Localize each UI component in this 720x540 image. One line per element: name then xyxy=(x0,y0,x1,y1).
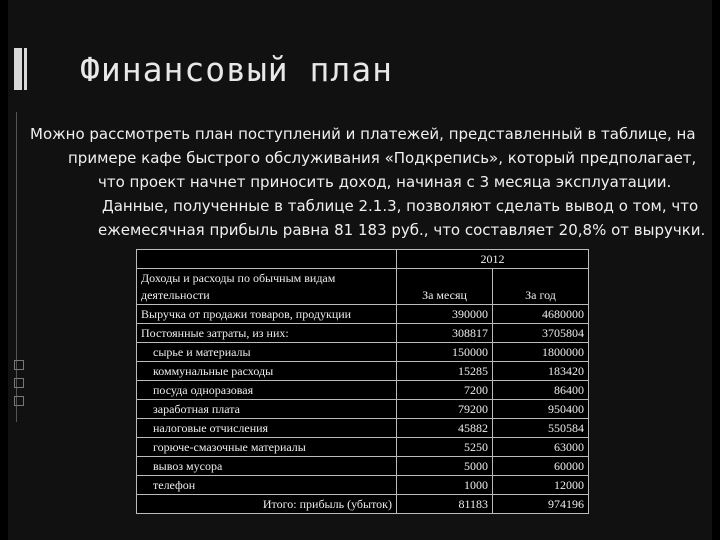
total-label: Итого: прибыль (убыток) xyxy=(137,495,397,514)
table-row xyxy=(137,400,589,419)
decor-square xyxy=(14,378,24,388)
year-value: 550584 xyxy=(493,419,589,438)
month-value: 308817 xyxy=(397,324,493,343)
table-row xyxy=(137,457,589,476)
row-label: коммунальные расходы xyxy=(137,362,397,381)
month-column-header: За месяц xyxy=(397,269,493,305)
total-month-value: 81183 xyxy=(397,495,493,514)
table-row xyxy=(137,250,589,269)
decor-square xyxy=(14,396,24,406)
table-row xyxy=(137,324,589,343)
table-row xyxy=(137,362,589,381)
table-row xyxy=(137,269,589,305)
row-label: вывоз мусора xyxy=(137,457,397,476)
year-value: 3705804 xyxy=(493,324,589,343)
month-value: 45882 xyxy=(397,419,493,438)
month-value: 150000 xyxy=(397,343,493,362)
paragraph-line: примере кафе быстрого обслуживания «Подкрепись», который предполагает, xyxy=(68,149,697,167)
total-year-value: 974196 xyxy=(493,495,589,514)
table-row xyxy=(137,419,589,438)
year-value: 183420 xyxy=(493,362,589,381)
decor-line xyxy=(16,112,17,422)
description-paragraph xyxy=(30,122,710,242)
month-value: 15285 xyxy=(397,362,493,381)
row-label: горюче-смазочные материалы xyxy=(137,438,397,457)
month-value: 1000 xyxy=(397,476,493,495)
table-row xyxy=(137,495,589,514)
year-column-header: За год xyxy=(493,269,589,305)
table-row xyxy=(137,438,589,457)
year-value: 86400 xyxy=(493,381,589,400)
row-label: Постоянные затраты, из них: xyxy=(137,324,397,343)
paragraph-line: ежемесячная прибыль равна 81 183 руб., что составляет 20,8% от выручки. xyxy=(98,221,706,239)
row-label: заработная плата xyxy=(137,400,397,419)
year-value: 1800000 xyxy=(493,343,589,362)
table-row xyxy=(137,381,589,400)
year-value: 63000 xyxy=(493,438,589,457)
month-value: 5000 xyxy=(397,457,493,476)
decor-bar xyxy=(14,48,22,90)
decor-bar-thin xyxy=(24,48,27,90)
year-value: 4680000 xyxy=(493,305,589,324)
financial-table xyxy=(136,249,589,514)
row-label: телефон xyxy=(137,476,397,495)
month-value: 390000 xyxy=(397,305,493,324)
row-label: Выручка от продажи товаров, продукции xyxy=(137,305,397,324)
month-value: 79200 xyxy=(397,400,493,419)
table-row xyxy=(137,476,589,495)
row-label: налоговые отчисления xyxy=(137,419,397,438)
slide-title: Финансовый план xyxy=(80,50,394,89)
paragraph-line: Данные, полученные в таблице 2.1.3, позволяют сделать вывод о том, что xyxy=(102,197,699,215)
year-value: 950400 xyxy=(493,400,589,419)
month-value: 5250 xyxy=(397,438,493,457)
table-cell xyxy=(137,250,397,269)
row-label: посуда одноразовая xyxy=(137,381,397,400)
table-row xyxy=(137,343,589,362)
year-value: 60000 xyxy=(493,457,589,476)
row-header-label: Доходы и расходы по обычным видам деятельности xyxy=(137,269,397,305)
paragraph-line: что проект начнет приносить доход, начиная с 3 месяца эксплуатации. xyxy=(98,173,672,191)
year-header: 2012 xyxy=(397,250,589,269)
row-label: сырье и материалы xyxy=(137,343,397,362)
decor-square xyxy=(14,360,24,370)
month-value: 7200 xyxy=(397,381,493,400)
table-row xyxy=(137,305,589,324)
year-value: 12000 xyxy=(493,476,589,495)
paragraph-line: Можно рассмотреть план поступлений и платежей, представленный в таблице, на xyxy=(30,125,696,143)
